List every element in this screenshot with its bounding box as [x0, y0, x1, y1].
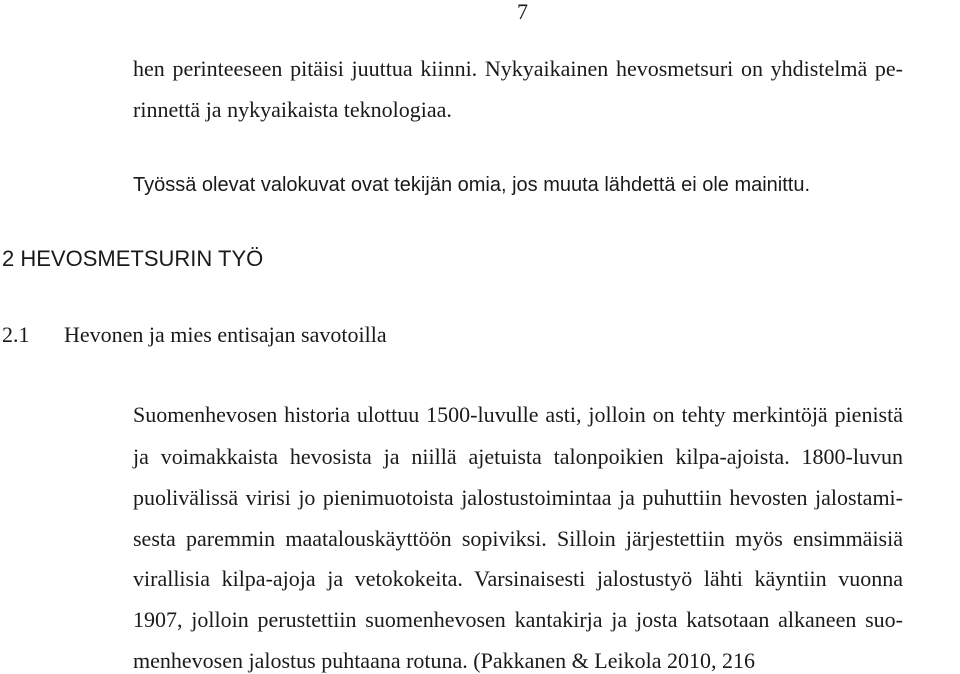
page-number: 7 — [517, 0, 528, 24]
body-line: virallisia kilpa-ajoja ja vetokokeita. Varsinaisesti jalostustyö lähti käyntiin vuonna — [133, 566, 903, 591]
body-line: 1907, jolloin perustettiin suomenhevosen kantakirja ja josta katsotaan alkaneen suo- — [133, 607, 903, 632]
body-line: sesta paremmin maatalouskäyttöön sopiviksi. Silloin järjestettiin myös ensimmäisiä — [133, 526, 903, 551]
body-line: Suomenhevosen historia ulottuu 1500-luvulle asti, jolloin on tehty merkintöjä pienistä — [133, 402, 903, 427]
photo-note: Työssä olevat valokuvat ovat tekijän omia, jos muuta lähdettä ei ole mainittu. — [133, 174, 811, 196]
subsection-number: 2.1 — [2, 322, 30, 347]
body-line: ja voimakkaista hevosista ja niillä ajetuista talonpoikien kilpa-ajoista. 1800-luvun — [133, 444, 903, 469]
intro-line-2: rinnettä ja nykyaikaista teknologiaa. — [133, 97, 452, 122]
section-heading — [2, 246, 263, 272]
section-number: 2 — [2, 246, 15, 271]
intro-line-1: hen perinteeseen pitäisi juuttua kiinni. Nykyaikainen hevosmetsuri on yhdistelmä pe- — [133, 56, 903, 81]
subsection-heading — [2, 322, 387, 348]
section-title: HEVOSMETSURIN TYÖ — [20, 246, 264, 271]
subsection-title: Hevonen ja mies entisajan savotoilla — [64, 322, 387, 347]
body-line: menhevosen jalostus puhtaana rotuna. (Pakkanen & Leikola 2010, 216 — [133, 648, 755, 673]
body-line: puolivälissä virisi jo pienimuotoista jalostustoimintaa ja puhuttiin hevosten jalostami- — [133, 485, 903, 510]
